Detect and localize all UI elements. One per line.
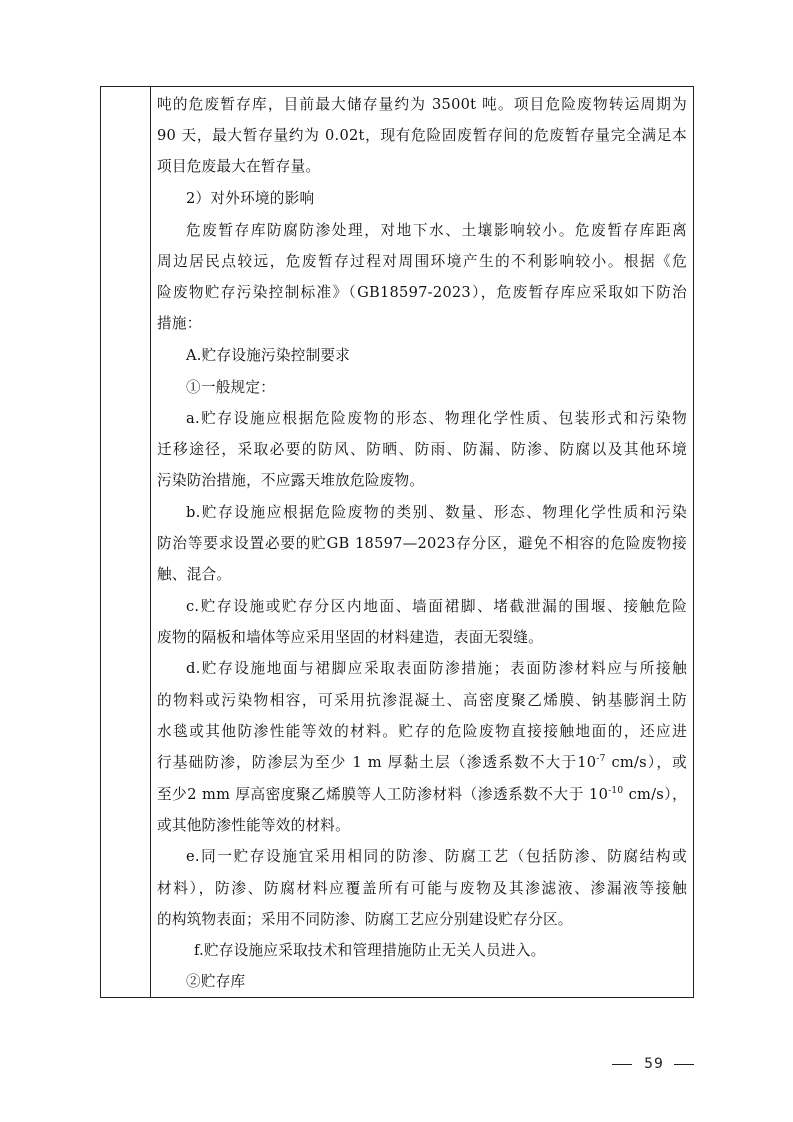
page-footer [612, 1053, 696, 1077]
text-line: 吨的危废暂存库，目前最大储存量约为 3500t 吨。项目危险废物转运周期为 [157, 96, 687, 113]
text-line: 触、混合。 [157, 566, 232, 583]
text-line: a.贮存设施应根据危险废物的形态、物理化学性质、包装形式和污染物 [186, 410, 687, 427]
text-line: 项目危废最大在暂存量。 [157, 158, 321, 175]
subsection-heading: ①一般规定： [186, 379, 276, 396]
text-run: 至少2 mm 厚高密度聚乙烯膜等人工防渗材料（渗透系数不大于 10 [157, 786, 609, 803]
text-line: c.贮存设施或贮存分区内地面、墙面裙脚、堵截泄漏的围堰、接触危险 [186, 598, 687, 615]
subsection-heading: ②贮存库 [186, 973, 246, 990]
text-line: 的构筑物表面；采用不同防渗、防腐工艺应分别建设贮存分区。 [157, 911, 573, 928]
text-run: 行基础防渗，防渗层为至少 1 m 厚黏土层（渗透系数不大于10 [157, 754, 597, 771]
text-line: 污染防治措施，不应露天堆放危险废物。 [157, 472, 425, 489]
footer-dash-left [612, 1064, 632, 1065]
text-run: cm/s），或 [605, 754, 687, 771]
text-line: d.贮存设施地面与裙脚应采取表面防渗措施；表面防渗材料应与所接触 [186, 660, 687, 677]
text-line: 材料），防渗、防腐材料应覆盖所有可能与废物及其渗滤液、渗漏液等接触 [157, 880, 687, 897]
text-line [157, 747, 687, 778]
text-line: 措施： [157, 315, 202, 332]
text-line: 危废暂存库防腐防渗处理，对地下水、土壤影响较小。危废暂存库距离 [186, 222, 687, 239]
superscript: -7 [596, 754, 606, 764]
text-line: 90 天，最大暂存量约为 0.02t，现有危险固废暂存间的危废暂存量完全满足本 [157, 127, 687, 144]
text-line: 防治等要求设置必要的贮GB 18597—2023存分区，避免不相容的危险废物接 [157, 535, 687, 552]
table-text-column [151, 87, 693, 997]
text-line: 的物料或污染物相容，可采用抗渗混凝土、高密度聚乙烯膜、钠基膨润土防 [157, 692, 687, 709]
superscript: -10 [608, 786, 624, 796]
text-line [157, 779, 687, 810]
text-line: 险废物贮存污染控制标准》（GB18597-2023），危废暂存库应采取如下防治 [157, 284, 687, 301]
section-heading: 2）对外环境的影响 [186, 190, 315, 207]
subsection-heading: A.贮存设施污染控制要求 [186, 347, 351, 364]
text-line: f.贮存设施应采取技术和管理措施防止无关人员进入。 [194, 942, 546, 959]
footer-dash-right [674, 1064, 694, 1065]
text-line: 水毯或其他防渗性能等效的材料。贮存的危险废物直接接触地面的，还应进 [157, 723, 687, 740]
text-line: 废物的隔板和墙体等应采用坚固的材料建造，表面无裂缝。 [157, 629, 543, 646]
text-line: 迁移途径，采取必要的防风、防晒、防雨、防漏、防渗、防腐以及其他环境 [157, 441, 687, 458]
text-line: e.同一贮存设施宜采用相同的防渗、防腐工艺（包括防渗、防腐结构或 [186, 848, 687, 865]
text-line: 周边居民点较远，危废暂存过程对周围环境产生的不利影响较小。根据《危 [157, 253, 687, 270]
text-run: cm/s）， [623, 786, 688, 803]
page-number: 59 [644, 1056, 664, 1072]
table-left-column [101, 87, 151, 997]
content-table [100, 86, 694, 998]
text-line: 或其他防渗性能等效的材料。 [157, 817, 350, 834]
text-line: b.贮存设施应根据危险废物的类别、数量、形态、物理化学性质和污染 [186, 504, 687, 521]
